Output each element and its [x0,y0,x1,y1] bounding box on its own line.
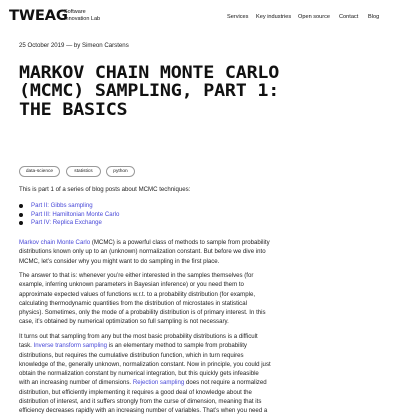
paragraph-line: The answer to that is: whenever you’re either interested in the samples themselves (for [19,272,254,279]
paragraph-line [19,341,399,350]
paragraph-line: efficiency decreases rapidly with an increasing number of variables. That’s when you need a [19,407,268,415]
site-header [0,0,415,34]
paragraph-text: is an elementary method to sample from probability [107,342,247,350]
series-intro: This is part 1 of a series of blog posts about MCMC techniques: [19,186,191,193]
series-link-part-3[interactable]: Part III: Hamiltonian Monte Carlo [31,210,120,218]
series-list [19,202,119,228]
bullet-icon [19,204,23,208]
paragraph-line: knowledge of the, generally unknown, normalization constant. Now in principle, you could just [19,360,271,368]
paragraph-line: case, it’s obtained by numerical optimization so full sampling is not necessary. [19,318,229,326]
paragraph-text: with an increasing number of dimensions. [19,379,133,387]
paragraph-why-sampling [19,271,399,327]
paragraph-line: distribution of interest, and it suffers strongly from the curse of dimension, meaning that its [19,398,262,406]
link-rejection-sampling[interactable]: Rejection sampling [132,379,185,387]
paragraph-line [19,238,399,247]
paragraph-line: obtain the normalization constant by numerical integration, but this quickly gets infeasible [19,370,259,378]
series-link-part-2[interactable]: Part II: Gibbs sampling [31,202,93,209]
paragraph-line: example, inferring unknown parameters in Bayesian inference) or you need them to [19,281,244,289]
paragraph-line: distribution, but efficiently implementing it requires a good deal of knowledge about the [19,388,252,396]
tag-data-science[interactable]: data-science [19,166,60,177]
list-item [19,211,119,220]
paragraph-line: calculating thermodynamic quantities from the distribution of microstates in statistical [19,299,247,307]
list-item [19,219,119,228]
nav-open-source[interactable]: Open source [298,14,331,20]
paragraph-line: It turns out that sampling from any but the most basic probability distributions is a difficult [19,333,258,340]
paragraph-line: physics). Sometimes, only the mode of a probability distribution is of primary interest. In this [19,309,266,317]
post-byline: 25 October 2019 — by Simeon Carstens [19,42,129,49]
nav-blog[interactable]: Blog [368,14,380,20]
paragraph-text: task. [19,342,34,350]
link-inverse-transform-sampling[interactable]: Inverse transform sampling [33,342,108,350]
nav-key-industries[interactable]: Key industries [256,14,292,20]
paragraph-text: (MCMC) is a powerful class of methods to sample from probability [90,239,270,246]
nav-services[interactable]: Services [227,14,249,20]
tag-statistics[interactable]: statistics [66,166,101,177]
logo-subtitle-line-2: Innovation Lab [64,15,101,22]
paragraph-line: distributions, but requires the cumulative distribution function, which in turn requires [19,351,244,359]
paragraph-line [19,378,399,387]
paragraph-line: approximate expected values of functions w.r.t. to a probability distribution (for example, [19,290,256,298]
paragraph-text: does not require a normalized [184,379,267,387]
paragraph-line: MCMC, let’s consider why you might want to do sampling in the first place. [19,257,220,265]
bullet-icon [19,221,23,225]
paragraph-line: distributions known only up to an (unknown) normalization constant. But before we dive into [19,248,266,256]
series-link-part-4[interactable]: Part IV: Replica Exchange [31,219,102,226]
post-title: MARKOV CHAIN MONTE CARLO (MCMC) SAMPLING, PART 1: THE BASICS [19,63,280,120]
bullet-icon [19,213,23,217]
nav-contact[interactable]: Contact [339,14,359,20]
logo-subtitle-line-1: Software [64,9,86,15]
paragraph-sampling-difficulty [19,332,399,415]
tag-python[interactable]: python [106,166,135,177]
list-item [19,202,119,211]
paragraph-intro [19,238,399,266]
logo-subtitle [64,9,100,22]
link-markov-chain-monte-carlo[interactable]: Markov chain Monte Carlo [19,239,91,246]
tweag-logo[interactable]: TWEAG [9,8,68,24]
